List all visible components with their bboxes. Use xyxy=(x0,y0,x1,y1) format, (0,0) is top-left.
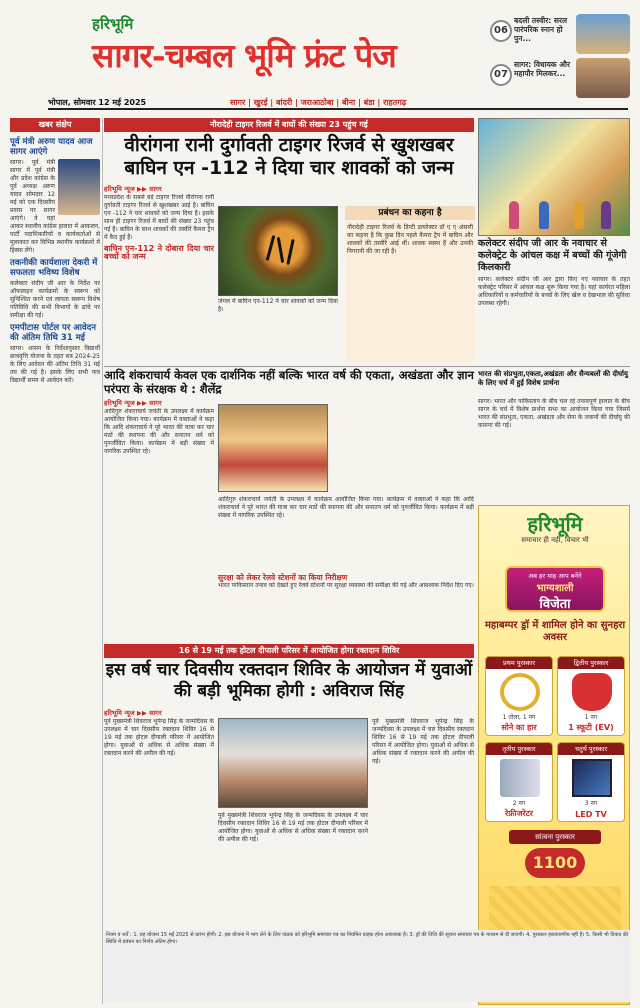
photo-caption: जंगल में बाघिन एन-112 ने चार शावकों को जन्म दिया है। xyxy=(218,298,338,313)
prize-card-4 xyxy=(557,742,625,822)
shankaracharya-body: आदिगुरु शंकराचार्य जयंती के उपलक्ष्य में कार्यक्रम आयोजित किया गया। कार्यक्रम में वक्ताओं ने कहा कि आदि शंकराचार्य ने पूरे भारत की यात्रा कर चार मठों की स्थापना की और सनातन धर्म को पुनर्जीवित किया। कार्यक्रम में बड़ी संख्या में नागरिक उपस्थित रहे। xyxy=(104,408,214,455)
top-story-text: मध्यप्रदेश के सबसे बड़े टाइगर रिजर्व वीरांगना रानी दुर्गावती टाइगर रिजर्व से खुशखबर आई है। बाघिन एन -112 ने चार शावकों को जन्म दिया है। इसके साथ ही टाइगर रिजर्व में बाघों की संख्या 23 पहुंच गई है। बाघिन के साथ शावकों की तस्वीरें कैमरा ट्रैप में कैद हुई हैं। xyxy=(104,194,214,241)
prize-card-3 xyxy=(485,742,553,822)
lucky-line-2: भाग्यशाली xyxy=(536,583,574,594)
tiger-stripe xyxy=(286,239,294,265)
prize-detail: 1 तोला, 1 नग xyxy=(502,714,536,721)
brand-logo: हरिभूमि xyxy=(92,15,134,33)
anchal-room-photo xyxy=(478,118,630,236)
terms-footer: नियम व शर्तें : 1. यह योजना 15 मई 2025 से प्रारंभ होगी। 2. इस योजना में भाग लेने के लिए पाठक को हरिभूमि समाचार पत्र का नियमित ग्राहक होना आवश्यक है। 3. ड्रॉ की तिथि की सूचना समाचार पत्र के माध्यम से दी जाएगी। 4. पुरस्कार हस्तांतरणीय नहीं हैं। 5. किसी भी विवाद की स्थिति में प्रबंधन का निर्णय अंतिम होगा। xyxy=(104,930,630,1002)
consolation-label: सांत्वना पुरस्कार xyxy=(509,830,601,844)
ad-tagline: समाचार ही नहीं, विचार भी xyxy=(521,536,589,544)
brief-text: सागर। शासन के निर्देशानुसार विद्यार्थी छात्रवृत्ति योजना के तहत सत्र 2024-25 के लिए आवेदन की अंतिम तिथि 31 मई तय की गई है। इसके लिए सभी पात्र विद्यार्थी समय से आवेदन करें। xyxy=(10,345,100,384)
brief-title: तकनीकी कार्यशाला देकरी में सफलता भविष्य विशेष xyxy=(10,258,98,278)
railway-body: भारत पाकिस्तान तनाव को देखते हुए रेलवे स्टेशनों पर सुरक्षा व्यवस्था की समीक्षा की गई और आवश्यक निर्देश दिए गए। xyxy=(218,582,474,589)
tiger-stripe xyxy=(266,235,276,261)
teaser-2[interactable] xyxy=(490,58,630,98)
teaser-image xyxy=(576,58,630,98)
prize-name: LED TV xyxy=(575,810,607,819)
child-figure xyxy=(509,201,519,229)
masthead-rule xyxy=(48,108,628,110)
prize-detail: 1 नग xyxy=(584,714,598,721)
church-prayer-body: सागर। भारत और पाकिस्तान के बीच चल रहे तनावपूर्ण हालात के बीच सागर के चर्च में विशेष प्रार्थना सभा का आयोजन किया गया जिसमें भारत की संप्रभुता, एकता, अखंडता और सेना के जवानों की दीर्घायु की कामना की गई। xyxy=(478,398,630,429)
teaser-image xyxy=(576,14,630,54)
right-story-body: सागर। कलेक्टर संदीप जी आर द्वारा किए गए नवाचार के तहत कलेक्ट्रेट परिसर में आंचल कक्ष शुरू किया गया है। यहां कार्यरत महिला अधिकारियों व कर्मचारियों के बच्चों के लिए खेल व देखभाल की सुविधा उपलब्ध रहेगी। xyxy=(478,276,630,307)
blood-camp-kicker: 16 से 19 मई तक होटल दीपाली परिसर में आयोजित होगा रक्तदान शिविर xyxy=(104,644,474,658)
child-figure xyxy=(574,201,584,229)
top-story-byline: हरिभूमि न्यूज ▶▶ सागर xyxy=(104,185,162,193)
brief-title: पूर्व मंत्री अरुण यादव आज सागर आएंगे xyxy=(10,137,93,157)
prize-label: प्रथम पुरस्कार xyxy=(486,657,552,669)
railway-subhead: सुरक्षा को लेकर रेलवे स्टेशनों का किया निरीक्षण xyxy=(218,573,348,582)
top-story-subhead: बाघिन एन-112 ने दोबारा दिया चार बच्चों को जन्म xyxy=(104,244,214,261)
prize-label: चतुर्थ पुरस्कार xyxy=(558,743,624,755)
blood-camp-body-cont: पूर्व मुख्यमंत्री शिवराज भूपेन्द्र सिंह के जन्मदिवस के उपलक्ष्य में चार दिवसीय रक्तदान शिविर 16 से 19 मई तक होटल दीपाली परिसर में आयोजित होगा। युवाओं से अधिक से अधिक संख्या में रक्तदान करने की अपील की गई। xyxy=(372,718,474,765)
youth-group-photo xyxy=(218,718,368,808)
ad-brand: हरिभूमि xyxy=(527,512,583,536)
prize-name: रेफ्रीजरेटर xyxy=(504,809,534,818)
lucky-line-1: अब हर माह आप बनेंगे xyxy=(528,572,582,580)
lucky-line-3: विजेता xyxy=(539,597,571,612)
brief-text: सागर। पूर्व मंत्री सागर में पूर्व मंत्री और प्रदेश कांग्रेस के पूर्व अध्यक्ष अरुण यादव सोमवार 12 मई को एक दिवसीय प्रवास पर सागर आएंगे। वे यहां आकर स्थानीय कांग्रेस हालात में आकलन, पार्टी पदाधिकारियों व कार्यकर्ताओं से मुलाकात कर विभिन्न स्थानीय कार्यक्रमों में हिस्सा लेंगे। xyxy=(10,159,100,254)
tiger-photo xyxy=(218,206,338,296)
prize-label: द्वितीय पुरस्कार xyxy=(558,657,624,669)
refrigerator-icon xyxy=(500,759,540,797)
info-box-title: प्रबंधन का कहना है xyxy=(345,206,475,220)
top-story-body xyxy=(104,194,214,364)
edition-date: भोपाल, सोमवार 12 मई 2025 xyxy=(48,98,147,107)
shankaracharya-body-cont: आदिगुरु शंकराचार्य जयंती के उपलक्ष्य में कार्यक्रम आयोजित किया गया। कार्यक्रम में वक्ताओं ने कहा कि आदि शंकराचार्य ने पूरे भारत की यात्रा कर चार मठों की स्थापना की और सनातन धर्म को पुनर्जीवित किया। कार्यक्रम में बड़ी संख्या में नागरिक उपस्थित रहे। xyxy=(218,496,474,519)
lucky-winner-badge xyxy=(505,566,605,612)
page-title: सागर-चम्बल भूमि फ्रंट पेज xyxy=(92,36,396,75)
prize-card-2 xyxy=(557,656,625,736)
teaser-text: बदली तस्वीर: सरल पारंपरिक स्नान हो पुन... xyxy=(514,16,568,43)
brief-title: एमपीटास पोर्टल पर आवेदन की अंतिम तिथि 31 मई xyxy=(10,323,96,343)
teaser-number: 06 xyxy=(490,20,512,42)
teaser-1[interactable] xyxy=(490,14,630,54)
necklace-icon xyxy=(500,673,540,711)
prize-detail: 2 नग xyxy=(512,800,526,807)
sidebar-header: खबर संक्षेप xyxy=(10,118,100,132)
teaser-number: 07 xyxy=(490,64,512,86)
section-divider xyxy=(104,366,630,367)
info-box-text: नौरादेही टाइगर रिजर्व के डिप्टी डायरेक्टर डॉ ए ए अंसारी का कहना है कि कुछ दिन पहले कैमरा ट्रैप में बाघिन और शावकों की तस्वीरें आई थीं। शावक स्वस्थ हैं और उनकी निगरानी की जा रही है। xyxy=(345,222,475,362)
column-divider xyxy=(102,118,103,1004)
child-figure xyxy=(601,201,611,229)
event-photo xyxy=(218,404,328,492)
blood-camp-body-mid: पूर्व मुख्यमंत्री शिवराज भूपेन्द्र सिंह के जन्मदिवस के उपलक्ष्य में चार दिवसीय रक्तदान शिविर 16 से 19 मई तक होटल दीपाली परिसर में आयोजित होगा। युवाओं से अधिक से अधिक संख्या में रक्तदान करने की अपील की गई। xyxy=(218,812,368,843)
portrait-photo xyxy=(58,159,100,215)
child-figure xyxy=(539,201,549,229)
prize-detail: 3 नग xyxy=(584,800,598,807)
blood-camp-byline: हरिभूमि न्यूज ▶▶ सागर xyxy=(104,709,162,717)
brief-text: कलेक्टर संदीप जी आर के निर्देश पर ऑफलाइन कार्यक्रमों के स्वरूप को सुनिश्चित करने एवं लापता स्वरूप विशेष गतिविधि की सभी विभागों के ढांचे पर समीक्षा की गई। xyxy=(10,280,100,319)
blood-camp-headline[interactable]: इस वर्ष चार दिवसीय रक्तदान शिविर के आयोजन में युवाओं की बड़ी भूमिका होगी : अविराज सिंह xyxy=(105,660,473,701)
mega-draw-title: महाबम्पर ड्रॉ में शामिल होने का सुनहरा अवसर xyxy=(484,620,626,643)
shankaracharya-headline[interactable]: आदि शंकराचार्य केवल एक दार्शनिक नहीं बल्कि भारत वर्ष की एकता, अखंडता और ज्ञान परंपरा के संरक्षक थे : शैलेंद्र xyxy=(104,368,474,396)
news-brief-column xyxy=(10,134,100,1004)
teaser-text: सागर: विधायक और महापौर मिलकर... xyxy=(514,60,571,78)
prize-card-1 xyxy=(485,656,553,736)
top-story-headline[interactable]: वीरांगना रानी दुर्गावती टाइगर रिजर्व से खुशखबर बाघिन एन -112 ने दिया चार शावकों को जन्म xyxy=(124,134,454,179)
tiger-stripe xyxy=(277,237,284,263)
church-prayer-headline[interactable]: भारत की संप्रभुता,एकता,अखंडता और सैन्यबलों की दीर्घायु के लिए चर्च में हुई विशेष प्रार्थना xyxy=(478,370,628,387)
blood-camp-body: पूर्व मुख्यमंत्री शिवराज भूपेन्द्र सिंह के जन्मदिवस के उपलक्ष्य में चार दिवसीय रक्तदान शिविर 16 से 19 मई तक होटल दीपाली परिसर में आयोजित होगा। युवाओं से अधिक से अधिक संख्या में रक्तदान करने की अपील की गई। xyxy=(104,718,214,757)
shankaracharya-byline: हरिभूमि न्यूज ▶▶ सागर xyxy=(104,399,162,407)
top-story-kicker: नौरादेही टाइगर रिजर्व में बाघों की संख्या 23 पहुंच गई xyxy=(104,118,474,132)
prize-label: तृतीय पुरस्कार xyxy=(486,743,552,755)
consolation-count: 1100 xyxy=(525,848,585,878)
right-story-headline[interactable]: कलेक्टर संदीप जी आर के नवाचार से कलेक्ट्रेट के आंचल कक्ष में बच्चों की गूंजेगी किलकारी xyxy=(478,238,627,273)
edition-list: सागर | खुरई | बांदरी | जराआठोबा | बीना | बंडा | राहतगढ़ xyxy=(230,98,407,107)
scooter-icon xyxy=(572,673,612,711)
prize-name: 1 स्कूटी (EV) xyxy=(568,723,614,732)
tv-icon xyxy=(572,759,612,797)
prize-name: सोने का हार xyxy=(501,723,537,732)
